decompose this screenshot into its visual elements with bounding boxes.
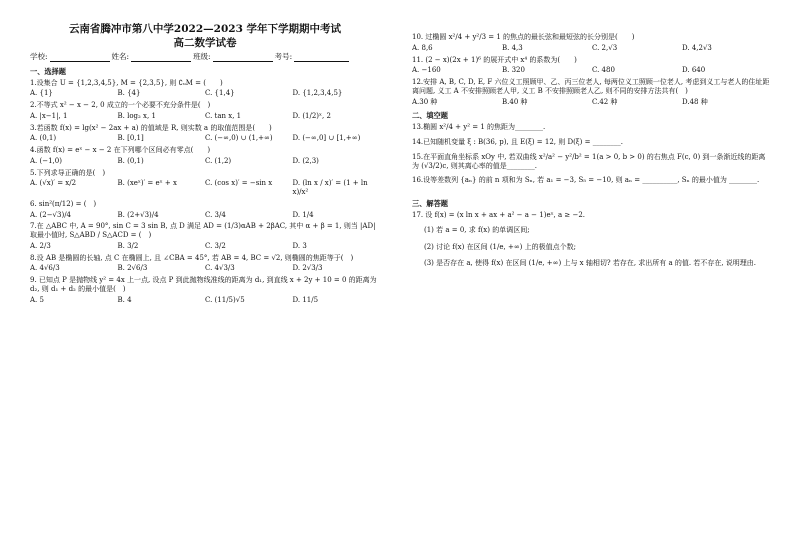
option-d: D. 2√3/3 <box>292 264 323 273</box>
option-c: C. tan x, 1 <box>205 111 242 120</box>
question-13 <box>412 123 772 132</box>
option-c: C.42 种 <box>592 97 618 106</box>
question-text: 7.在 △ABC 中, A = 90°, sin C = 3 sin B, 点 D 满足 AD = (1/3)αAB + 2βAC, 其中 α + β = 1, 则当 |AD| 取最小值时, S△ABD / S△ACD = ( ) <box>30 222 376 240</box>
option-c: C. (11/5)√5 <box>205 295 245 304</box>
question-text: 12.安排 A, B, C, D, E, F 六位义工照顾甲、乙、丙三位老人, 每两位义工照顾一位老人, 考虑到义工与老人的住址距离问题, 义工 A 不安排照顾老人甲, 义工 B 不安排照顾老人乙, 则不同的安排方法共有( ) <box>412 78 770 95</box>
question-5 <box>30 169 380 197</box>
option-a: A. {1} <box>30 89 53 98</box>
student-info <box>30 52 380 61</box>
question-text: 13.椭圆 x²/4 + y² = 1 的焦距为________. <box>412 123 546 132</box>
question-8 <box>30 254 380 274</box>
option-b: B. 320 <box>502 66 525 75</box>
option-d: D. (1/2)ˣ, 2 <box>292 111 331 120</box>
options <box>30 157 380 166</box>
right-column <box>412 0 772 560</box>
options <box>30 296 380 305</box>
question-2 <box>30 101 380 121</box>
name-blank[interactable] <box>131 53 191 62</box>
option-b: B. 3/2 <box>117 241 139 250</box>
question-text: (2) 讨论 f(x) 在区间 (1/e, +∞) 上的极值点个数; <box>424 242 576 251</box>
option-b: B. 4,3 <box>502 43 523 52</box>
option-d: D. 11/5 <box>292 295 319 304</box>
options <box>30 89 380 98</box>
question-14 <box>412 138 772 147</box>
options <box>30 134 380 143</box>
options <box>412 98 772 107</box>
option-b: B. (xeˣ)′ = eˣ + x <box>117 179 177 188</box>
options <box>30 179 380 197</box>
question-text: 8.设 AB 是椭圆的长轴, 点 C 在椭圆上, 且 ∠CBA = 45°, 若 AB = 4, BC = √2, 则椭圆的焦距等于( ) <box>30 253 354 262</box>
option-a: A. |x−1|, 1 <box>30 111 68 120</box>
options <box>30 112 380 121</box>
option-a: A. (2−√3)/4 <box>30 210 72 219</box>
question-text: 17. 设 f(x) = (x ln x + ax + a² − a − 1)eˣ, a ≥ −2. <box>412 211 586 219</box>
id-blank[interactable] <box>294 53 349 62</box>
question-17-part-3 <box>412 259 772 268</box>
option-c: C. {1,4} <box>205 89 235 98</box>
question-text: 6. sin²(π/12) = ( ) <box>30 199 97 208</box>
question-text: 1.设集合 U = {1,2,3,4,5}, M = {2,3,5}, 则 ∁ᵤM = ( ) <box>30 78 223 87</box>
exam-title <box>30 22 380 50</box>
option-d: D.48 种 <box>682 97 708 106</box>
options <box>30 264 380 273</box>
option-d: D. 1/4 <box>292 210 314 219</box>
option-b: B. log₂ x, 1 <box>117 111 156 120</box>
option-d: D. 3 <box>292 241 307 250</box>
question-15 <box>412 153 772 171</box>
question-text: 10. 过椭圆 x²/4 + y²/3 = 1 的焦点的最长弦和最短弦的长分别是( ) <box>412 33 635 41</box>
option-c: C. 3/4 <box>205 210 226 219</box>
option-a: A. 4√6/3 <box>30 264 60 273</box>
question-12 <box>412 78 772 106</box>
option-c: C. (−∞,0) ∪ (1,+∞) <box>205 134 273 143</box>
field-name: 姓名: <box>111 52 130 62</box>
options <box>412 44 772 53</box>
option-c: C. 480 <box>592 66 615 75</box>
question-6 <box>30 200 380 220</box>
field-school: 学校: <box>30 52 48 62</box>
question-11 <box>412 56 772 76</box>
question-text: 15.在平面直角坐标系 xOy 中, 若双曲线 x²/a² − y²/b² = 1(a > 0, b > 0) 的右焦点 F(c, 0) 到一条渐近线的距离为 (√3/2)c, 则其离心率的值是________. <box>412 152 766 170</box>
question-16 <box>412 176 772 185</box>
school-blank[interactable] <box>50 53 110 62</box>
option-c: C. (1,2) <box>205 156 232 165</box>
option-b: B. 2√6/3 <box>117 264 148 273</box>
question-text: 16.设等差数列 {aₙ} 的前 n 项和为 Sₙ, 若 a₁ = −3, S₅ = −10, 则 aₙ = __________, Sₙ 的最小值为 ________. <box>412 176 760 185</box>
question-text: (1) 若 a = 0, 求 f(x) 的单调区间; <box>424 225 530 234</box>
section-choice: 一、选择题 <box>30 66 66 76</box>
question-9 <box>30 276 380 304</box>
question-text: 5.下列求导正确的是( ) <box>30 168 106 177</box>
options <box>30 242 380 251</box>
question-text: 3.若函数 f(x) = lg(x² − 2ax + a) 的值域是 R, 则实数 a 的取值范围是( ) <box>30 123 272 132</box>
option-a: A. (√x)′ = x/2 <box>30 179 77 188</box>
option-b: B. (2+√3)/4 <box>117 210 159 219</box>
option-b: B. {4} <box>117 89 141 98</box>
question-7 <box>30 222 380 250</box>
option-c: C. 2,√3 <box>592 43 618 52</box>
option-c: C. 3/2 <box>205 241 226 250</box>
left-column <box>30 0 380 560</box>
option-c: C. (cos x)′ = −sin x <box>205 179 273 188</box>
option-c: C. 4√3/3 <box>205 264 235 273</box>
section-answer: 三、解答题 <box>412 199 448 208</box>
option-b: B. [0,1] <box>117 134 144 143</box>
section-fill: 二、填空题 <box>412 111 448 121</box>
question-3 <box>30 124 380 144</box>
question-text: (3) 是否存在 a, 使得 f(x) 在区间 (1/e, +∞) 上与 x 轴相切? 若存在, 求出所有 a 的值. 若不存在, 说明理由. <box>424 259 757 268</box>
question-10 <box>412 33 772 53</box>
option-a: A. (0,1) <box>30 134 57 143</box>
question-17-part-1 <box>412 226 772 235</box>
title-line-1: 云南省腾冲市第八中学2022—2023 学年下学期期中考试 <box>68 23 342 35</box>
option-b: B. 4 <box>117 295 132 304</box>
question-text: 9. 已知点 P 是抛物线 y² = 4x 上一点, 设点 P 到此抛物线准线的距离为 d₁, 到直线 x + 2y + 10 = 0 的距离为 d₂, 则 d₁ + d₂ 的最小值是( ) <box>30 276 377 293</box>
option-b: B. (0,1) <box>117 156 144 165</box>
option-a: A. 2/3 <box>30 241 51 250</box>
option-a: A.30 种 <box>412 97 438 106</box>
question-text: 14.已知随机变量 ξ : B(36, p), 且 E(ξ) = 12, 则 D(ξ) = ________. <box>412 138 623 146</box>
title-line-2: 高二数学试卷 <box>173 37 237 50</box>
field-id: 考号: <box>274 52 293 62</box>
question-text: 11. (2 − x)(2x + 1)⁶ 的展开式中 x⁴ 的系数为( ) <box>412 55 577 64</box>
question-1 <box>30 79 380 99</box>
option-a: A. 5 <box>30 295 44 304</box>
option-d: D. 640 <box>682 66 706 75</box>
option-d: D. (ln x / x)′ = (1 + ln x)/x² <box>292 179 368 197</box>
question-17-part-2 <box>412 243 772 252</box>
option-a: A. (−1,0) <box>30 156 62 165</box>
options <box>30 211 380 220</box>
question-text: 4.函数 f(x) = eˣ − x − 2 在下列哪个区间必有零点( ) <box>30 146 211 155</box>
option-d: D. 4,2√3 <box>682 43 712 52</box>
options <box>412 66 772 75</box>
class-blank[interactable] <box>213 53 273 62</box>
question-17 <box>412 211 772 220</box>
field-class: 班级: <box>193 52 211 62</box>
option-d: D. (2,3) <box>292 156 319 165</box>
question-text: 2.不等式 x² − x − 2, 0 成立的一个必要不充分条件是( ) <box>30 101 211 110</box>
option-d: D. {1,2,3,4,5} <box>292 89 343 98</box>
option-d: D. (−∞,0] ∪ [1,+∞) <box>292 134 361 143</box>
option-b: B.40 种 <box>502 97 528 106</box>
question-4 <box>30 146 380 166</box>
option-a: A. −160 <box>412 66 441 75</box>
option-a: A. 8,6 <box>412 43 433 52</box>
